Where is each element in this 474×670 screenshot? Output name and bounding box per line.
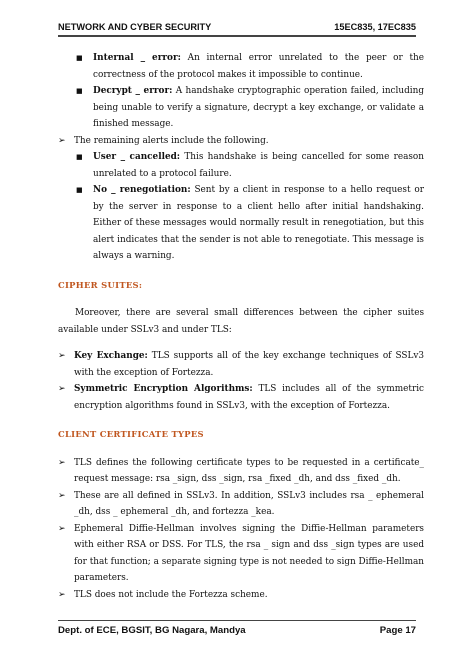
list-item (58, 521, 424, 587)
cipher-points-list (58, 348, 424, 414)
arrow-bullet-icon: ➢ (58, 351, 66, 361)
cipher-intro-paragraph: Moreover, there are several small differences between the cipher suites available under SSLv3 and under TLS: (58, 308, 424, 335)
point-text: Ephemeral Diffie-Hellman involves signing the Diffie-Hellman parameters with either RSA or DSS. For TLS, the rsa _ sign and dss _sign types are used for that function; a separate signing type is not needed to sign Diffie-Hellman parameters. (74, 523, 424, 583)
list-item (66, 83, 424, 133)
header-course-title: NETWORK AND CYBER SECURITY (58, 22, 212, 32)
list-item (58, 455, 424, 488)
square-bullet-icon: ■ (76, 153, 83, 161)
alert-term: No _ renegotiation: (93, 185, 191, 195)
square-bullet-icon: ■ (76, 186, 83, 194)
page-header (58, 10, 416, 37)
alert-text: An internal error unrelated to the peer or the correctness of the protocol makes it impossible to continue. (93, 53, 424, 80)
alert-text: Sent by a client in response to a hello request or by the server in response to a client hello after initial handshaking. Either of these messages would normally result in renegotiation, but this alert indicates that the sender is not able to renegotiate. This message is always a warning. (93, 185, 424, 261)
list-item (66, 149, 424, 182)
page-footer (58, 620, 416, 645)
alert-term: Internal _ error: (93, 53, 181, 63)
arrow-bullet-icon: ➢ (58, 135, 66, 146)
arrow-bullet-icon: ➢ (58, 384, 66, 394)
square-bullet-icon: ■ (76, 54, 83, 62)
list-item (66, 182, 424, 265)
header-course-code: 15EC835, 17EC835 (334, 22, 416, 32)
point-text: TLS defines the following certificate types to be requested in a certificate_ request message: rsa _sign, dss _sign, rsa _fixed _dh, and dss _fixed _dh. (74, 457, 424, 484)
point-text: TLS does not include the Fortezza scheme. (74, 589, 268, 600)
remaining-alerts-intro (58, 133, 424, 150)
arrow-bullet-icon: ➢ (58, 457, 66, 468)
cert-points-list (58, 455, 424, 604)
point-text: These are all defined in SSLv3. In addition, SSLv3 includes rsa _ ephemeral _dh, dss _ ephemeral _dh, and fortezza _kea. (74, 490, 424, 517)
list-item (58, 381, 424, 414)
footer-department: Dept. of ECE, BGSIT, BG Nagara, Mandya (58, 625, 246, 636)
page-number: Page 17 (379, 625, 416, 636)
list-item (58, 587, 424, 604)
alert-text: This handshake is being cancelled for some reason unrelated to a protocol failure. (93, 152, 424, 179)
point-term: Symmetric Encryption Algorithms: (74, 384, 253, 394)
point-term: Key Exchange: (74, 351, 148, 361)
arrow-bullet-icon: ➢ (58, 490, 66, 501)
arrow-bullet-icon: ➢ (58, 589, 66, 600)
alert-term: User _ cancelled: (93, 152, 181, 162)
cipher-suites-heading: CIPHER SUITES: (58, 279, 143, 290)
client-certificate-types-heading: CLIENT CERTIFICATE TYPES (58, 429, 204, 439)
alert-text: A handshake cryptographic operation failed, including being unable to verify a signature, decrypt a key exchange, or validate a finished message. (93, 86, 424, 129)
arrow-bullet-icon: ➢ (58, 523, 66, 534)
square-bullet-icon: ■ (76, 87, 83, 95)
page-content (58, 50, 424, 603)
list-item (66, 50, 424, 83)
intro-text: The remaining alerts include the following. (74, 135, 269, 146)
list-item (58, 348, 424, 381)
list-item (58, 488, 424, 521)
alert-term: Decrypt _ error: (93, 86, 173, 96)
alerts-top-list (58, 50, 424, 133)
point-text: TLS supports all of the key exchange techniques of SSLv3 with the exception of Fortezza. (74, 351, 424, 378)
alerts-remaining-list (58, 149, 424, 265)
point-text: TLS includes all of the symmetric encryption algorithms found in SSLv3, with the exception of Fortezza. (74, 384, 425, 411)
